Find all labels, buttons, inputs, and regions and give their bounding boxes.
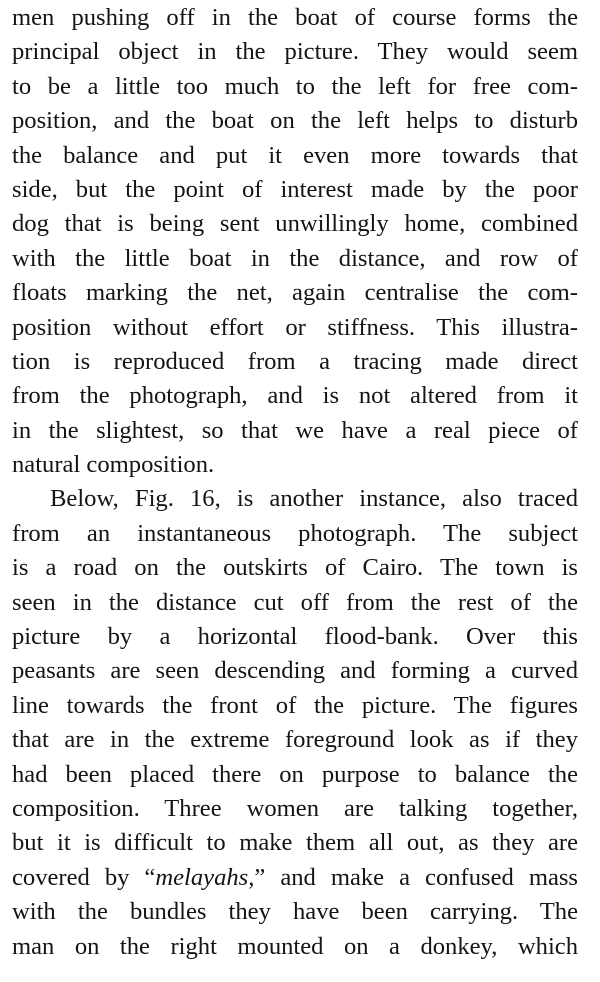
- text-line: men pushing off in the boat of course forms the: [12, 4, 578, 31]
- text-line: Below, Fig. 16, is another instance, also traced: [50, 485, 578, 513]
- text-line: from the photograph, and is not altered from it: [12, 382, 578, 410]
- paragraph-1: [12, 1, 578, 482]
- text-line: from an instantaneous photograph. The subject: [12, 519, 578, 547]
- text-line: to be a little too much to the left for free com-: [12, 72, 578, 100]
- text-line: that are in the extreme foreground look as if they: [12, 726, 578, 754]
- text-line: covered by “melayahs,” and make a confused mass: [12, 863, 579, 891]
- text-line: seen in the distance cut off from the rest of the: [12, 588, 578, 616]
- paragraph-2: [12, 482, 578, 963]
- text-line: man on the right mounted on a donkey, which: [12, 932, 578, 960]
- text-line: side, but the point of interest made by the poor: [12, 175, 578, 203]
- text-line: with the little boat in the distance, and row of: [12, 244, 578, 272]
- text-line: had been placed there on purpose to balance the: [12, 760, 578, 788]
- text-line: peasants are seen descending and forming a curved: [12, 657, 578, 685]
- text-line: the balance and put it even more towards that: [12, 141, 578, 169]
- text-line: line towards the front of the picture. The figures: [12, 691, 578, 719]
- text-line: in the slightest, so that we have a real piece of: [12, 416, 578, 444]
- text-line: position without effort or stiffness. This illustra-: [12, 313, 578, 341]
- text-line: principal object in the picture. They would seem: [12, 38, 578, 66]
- book-page: [12, 0, 578, 964]
- text-line: with the bundles they have been carrying. The: [12, 898, 578, 926]
- text-line: position, and the boat on the left helps to disturb: [12, 107, 578, 135]
- text-line: natural composition.: [12, 451, 215, 479]
- text-line: picture by a horizontal flood-bank. Over this: [12, 623, 578, 651]
- text-line: composition. Three women are talking together,: [12, 794, 578, 822]
- text-line: is a road on the outskirts of Cairo. The town is: [12, 554, 578, 582]
- text-line: dog that is being sent unwillingly home, combined: [12, 210, 578, 238]
- text-line: floats marking the net, again centralise the com-: [12, 279, 578, 307]
- text-line: tion is reproduced from a tracing made direct: [12, 347, 578, 375]
- text-line: but it is difficult to make them all out, as they are: [12, 829, 578, 857]
